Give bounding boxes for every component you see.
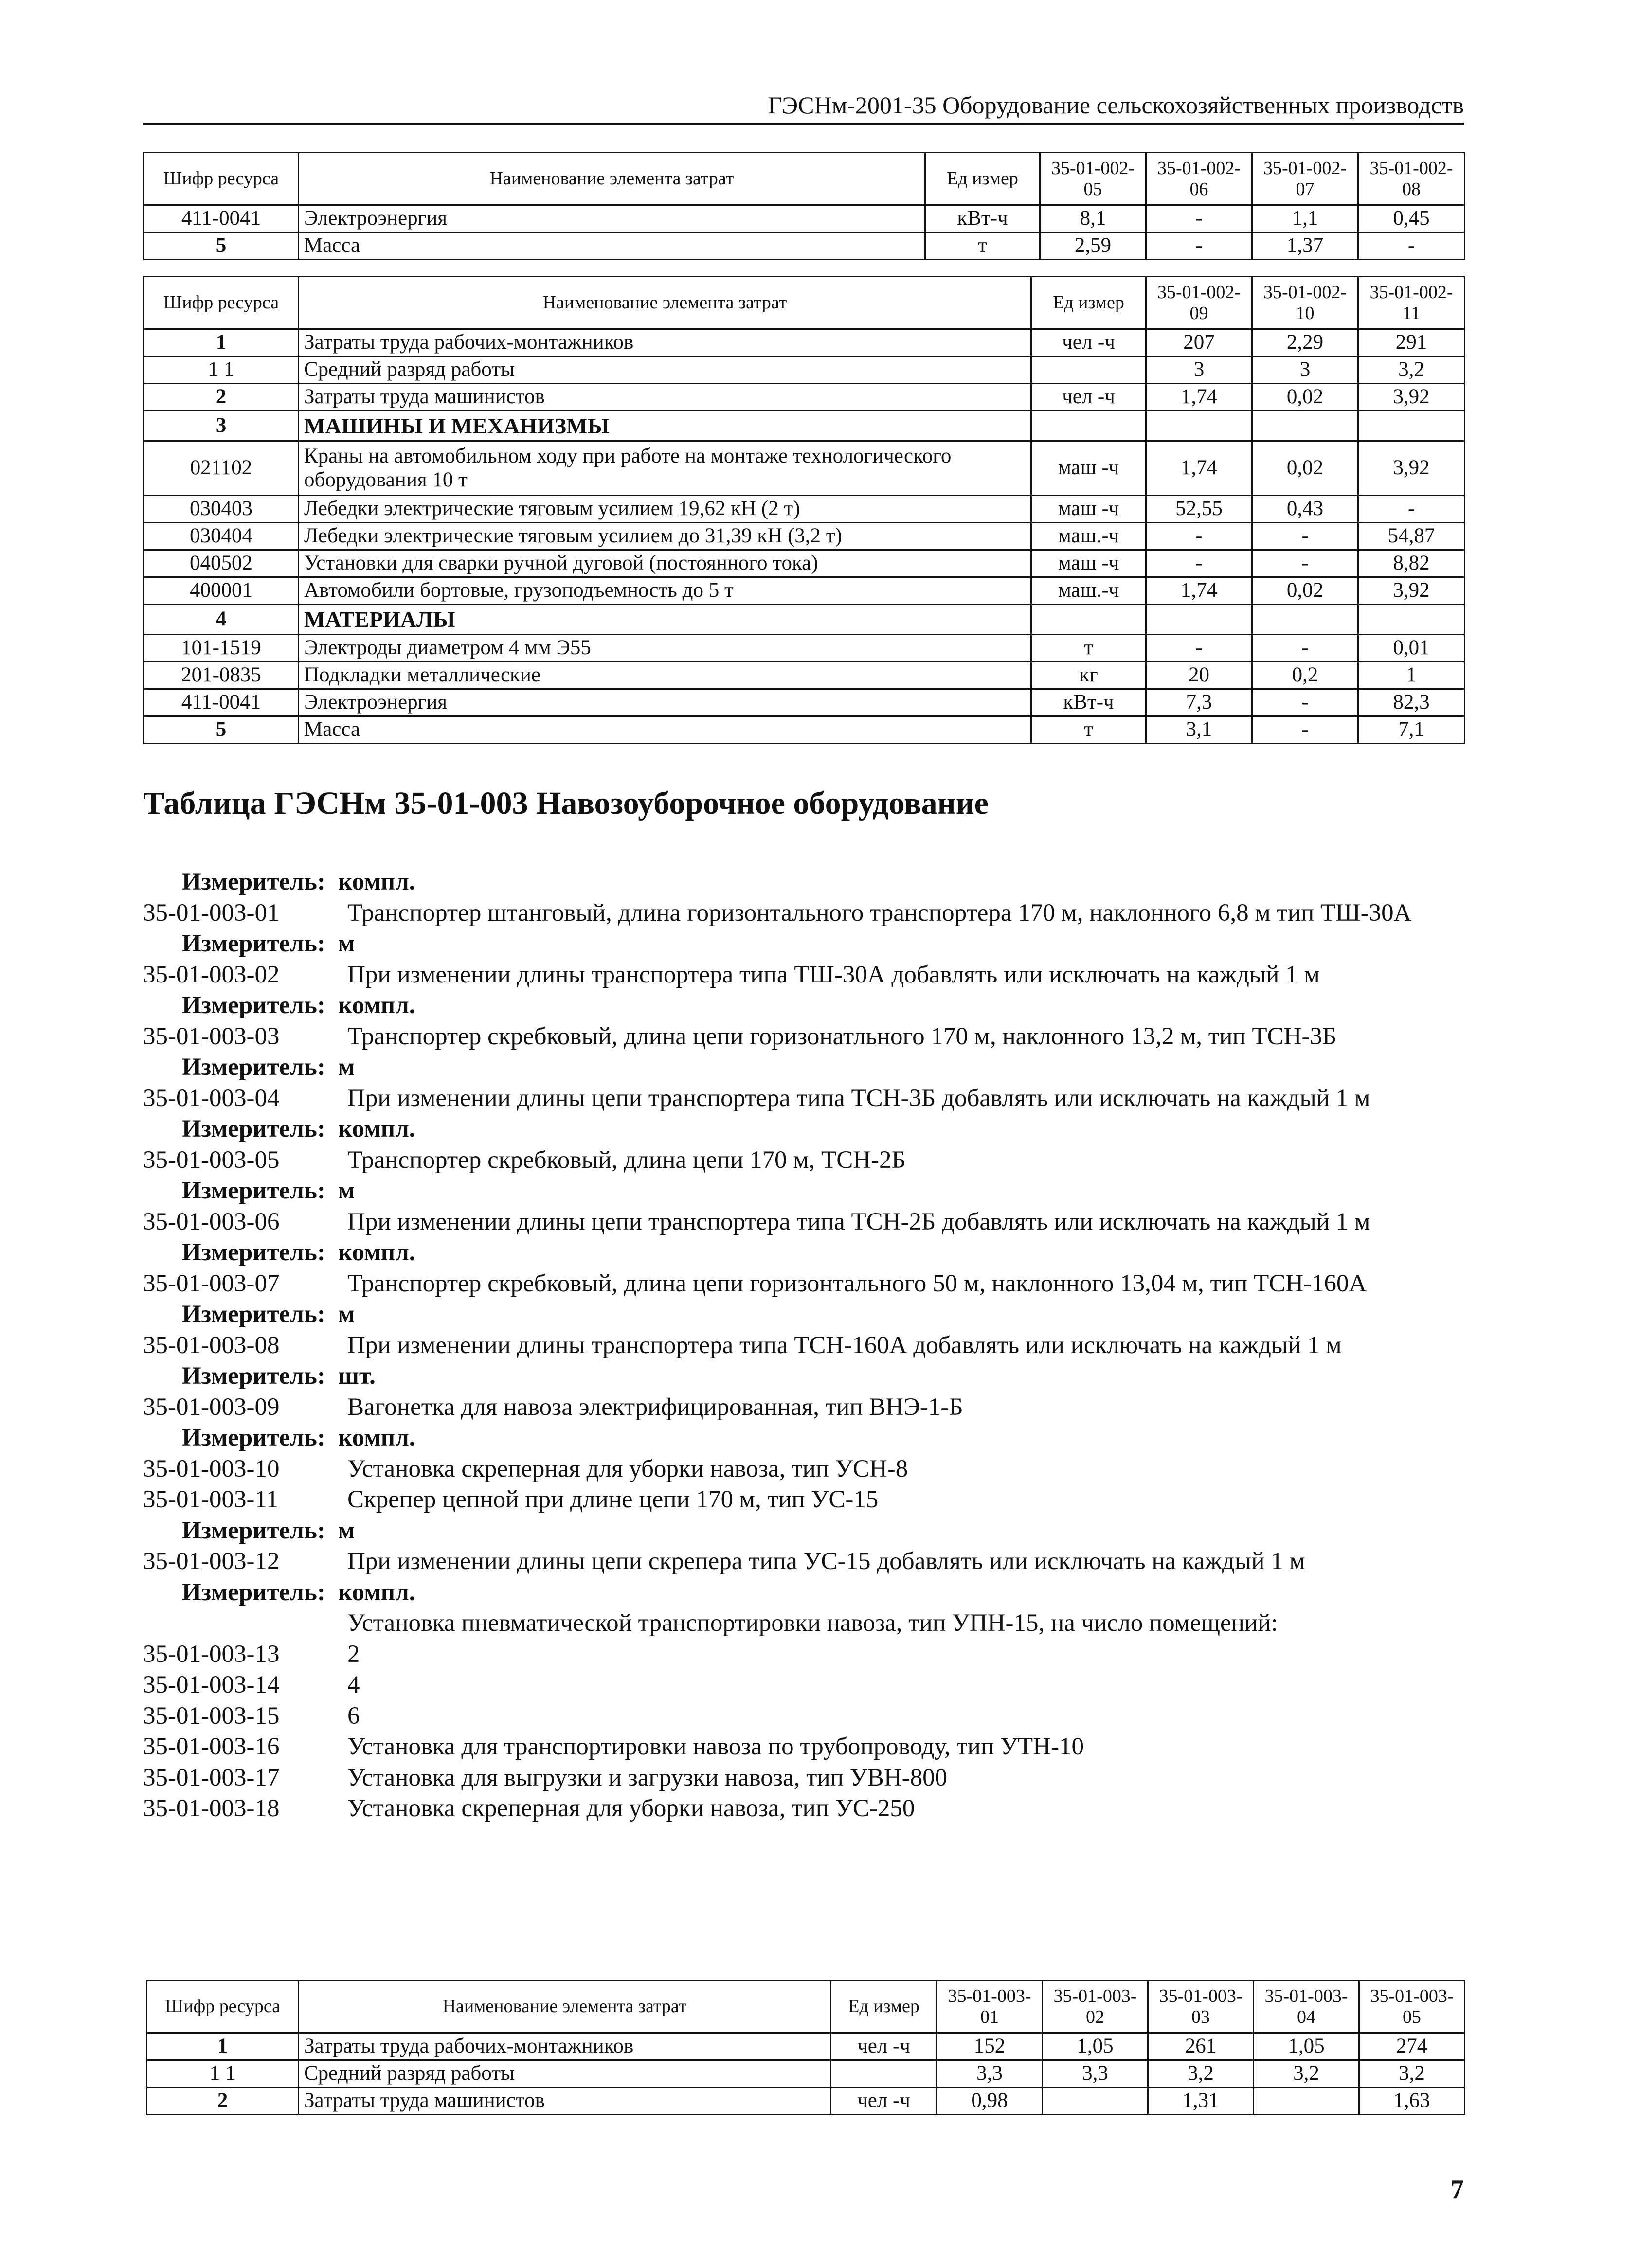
rate-value: 0,02 (1252, 441, 1358, 496)
rate-value: 0,01 (1358, 635, 1465, 662)
measure-label: Измеритель: (182, 1362, 325, 1390)
rate-value: 3,1 (1146, 716, 1252, 744)
measure-value: м (338, 1517, 355, 1544)
item-text: При изменении длины цепи транспортера типа ТСН-3Б добавлять или исключать на каждый 1 м (347, 1084, 1370, 1112)
rate-value: 1 (1358, 662, 1465, 689)
item-code: 35-01-003-12 (143, 1548, 280, 1575)
col-header-unit: Ед измер (1031, 277, 1146, 329)
col-header-rate-code: 35-01-002-11 (1358, 277, 1465, 329)
unit: маш -ч (1031, 441, 1146, 496)
col-header-name: Наименование элемента затрат (299, 153, 925, 205)
rate-value: 0,2 (1252, 662, 1358, 689)
resource-name: Масса (299, 232, 925, 260)
code-item (143, 1484, 1464, 1516)
code-item (143, 1454, 1464, 1485)
rate-value: 1,05 (1254, 2033, 1359, 2060)
item-code: 35-01-003-14 (143, 1671, 280, 1698)
item-code: 35-01-003-16 (143, 1733, 280, 1760)
table-row (144, 232, 1465, 260)
resource-code: 101-1519 (144, 635, 299, 662)
resource-name: Лебедки электрические тяговым усилием 19,62 кН (2 т) (299, 496, 1031, 523)
table-row (144, 411, 1465, 441)
measure-label: Измеритель: (182, 1424, 325, 1451)
unit (831, 2060, 937, 2088)
rate-value: 52,55 (1146, 496, 1252, 523)
resource-code: 5 (144, 716, 299, 744)
resource-code: 201-0835 (144, 662, 299, 689)
item-text: При изменении длины транспортера типа ТСН-160А добавлять или исключать на каждый 1 м (347, 1331, 1342, 1359)
resource-name: МАТЕРИАЛЫ (299, 605, 1031, 635)
table-row (147, 2033, 1465, 2060)
resource-name: Электроды диаметром 4 мм Э55 (299, 635, 1031, 662)
measure-value: компл. (338, 1578, 415, 1606)
rate-value: 8,1 (1040, 205, 1146, 232)
rate-value: 3,3 (937, 2060, 1043, 2088)
rate-value: 0,02 (1252, 384, 1358, 411)
code-item (143, 1546, 1464, 1577)
measure-line (143, 1577, 1464, 1608)
rate-value: 261 (1148, 2033, 1254, 2060)
code-item (143, 1207, 1464, 1238)
rate-value (1146, 605, 1252, 635)
running-header: ГЭСНм-2001-35 Оборудование сельскохозяйственных производств (768, 91, 1464, 119)
item-text: Вагонетка для навоза электрифицированная, тип ВНЭ-1-Б (347, 1393, 963, 1421)
measure-line (143, 1114, 1464, 1145)
rate-value (1358, 605, 1465, 635)
code-item (143, 898, 1464, 929)
table-row (144, 329, 1465, 357)
rate-value: 3,2 (1254, 2060, 1359, 2088)
resource-name: Затраты труда машинистов (299, 2088, 831, 2115)
item-text: При изменении длины цепи скрепера типа УС-15 добавлять или исключать на каждый 1 м (347, 1548, 1305, 1575)
col-header-rate-code: 35-01-002-09 (1146, 277, 1252, 329)
resource-code: 4 (144, 605, 299, 635)
code-list (143, 867, 1464, 1824)
col-header-name: Наименование элемента затрат (299, 277, 1031, 329)
resource-name: Затраты труда рабочих-монтажников (299, 2033, 831, 2060)
resource-name: Автомобили бортовые, грузоподъемность до 5 т (299, 577, 1031, 605)
rate-value: 1,74 (1146, 441, 1252, 496)
code-item (143, 1330, 1464, 1361)
item-text: Установка для транспортировки навоза по трубопроводу, тип УТН-10 (347, 1733, 1084, 1760)
col-header-rate-code: 35-01-003-01 (937, 1981, 1043, 2033)
rate-value: 152 (937, 2033, 1043, 2060)
rate-value: 3,3 (1043, 2060, 1148, 2088)
measure-label: Измеритель: (182, 868, 325, 895)
resource-name: Средний разряд работы (299, 357, 1031, 384)
resource-name: Масса (299, 716, 1031, 744)
table-row (144, 357, 1465, 384)
resource-name: МАШИНЫ И МЕХАНИЗМЫ (299, 411, 1031, 441)
rate-value: 207 (1146, 329, 1252, 357)
table-row (144, 496, 1465, 523)
unit: кг (1031, 662, 1146, 689)
rate-value: 3,2 (1358, 357, 1465, 384)
code-item (143, 1145, 1464, 1176)
resource-name: Средний разряд работы (299, 2060, 831, 2088)
unit: маш.-ч (1031, 523, 1146, 550)
col-header-unit: Ед измер (925, 153, 1040, 205)
measure-line (143, 1299, 1464, 1330)
rate-value: - (1252, 550, 1358, 577)
rate-value: 1,74 (1146, 577, 1252, 605)
rate-value: 0,02 (1252, 577, 1358, 605)
rate-value: 1,74 (1146, 384, 1252, 411)
measure-line (143, 1423, 1464, 1454)
code-item (143, 960, 1464, 991)
item-text: 4 (347, 1671, 360, 1698)
col-header-rate-code: 35-01-002-06 (1146, 153, 1252, 205)
rate-value: - (1146, 550, 1252, 577)
code-item (143, 1021, 1464, 1053)
resource-name: Электроэнергия (299, 205, 925, 232)
resource-name: Лебедки электрические тяговым усилием до 31,39 кН (3,2 т) (299, 523, 1031, 550)
table-row (144, 662, 1465, 689)
resource-name: Затраты труда машинистов (299, 384, 1031, 411)
unit (1031, 411, 1146, 441)
rate-value (1252, 605, 1358, 635)
code-item (143, 1793, 1464, 1824)
table-row (144, 689, 1465, 716)
measure-line (143, 1361, 1464, 1392)
rate-value: 2,59 (1040, 232, 1146, 260)
header-rule (143, 123, 1464, 125)
col-header-rate-code: 35-01-002-08 (1358, 153, 1465, 205)
rate-value (1252, 411, 1358, 441)
rate-value: - (1146, 635, 1252, 662)
item-code: 35-01-003-06 (143, 1208, 280, 1235)
resource-code: 1 (147, 2033, 299, 2060)
measure-label: Измеритель: (182, 1177, 325, 1204)
unit: т (1031, 716, 1146, 744)
rate-value: 274 (1359, 2033, 1465, 2060)
item-code: 35-01-003-02 (143, 961, 280, 988)
code-item (143, 1392, 1464, 1423)
measure-value: шт. (338, 1362, 376, 1390)
rate-value: 0,45 (1358, 205, 1465, 232)
item-code: 35-01-003-07 (143, 1269, 280, 1297)
rate-value: 1,63 (1359, 2088, 1465, 2115)
rate-value: - (1146, 205, 1252, 232)
code-item (143, 1639, 1464, 1670)
item-code: 35-01-003-11 (143, 1486, 279, 1513)
rate-value (1254, 2088, 1359, 2115)
rate-value: 1,31 (1148, 2088, 1254, 2115)
item-code: 35-01-003-09 (143, 1393, 280, 1421)
measure-label: Измеритель: (182, 992, 325, 1019)
col-header-code: Шифр ресурса (144, 153, 299, 205)
unit: чел -ч (831, 2033, 937, 2060)
rate-value: 7,3 (1146, 689, 1252, 716)
resource-name: Электроэнергия (299, 689, 1031, 716)
measure-value: компл. (338, 992, 415, 1019)
item-text: Установка скреперная для уборки навоза, тип УС-250 (347, 1795, 915, 1822)
unit (1031, 357, 1146, 384)
rate-value: - (1146, 523, 1252, 550)
measure-value: компл. (338, 1115, 415, 1143)
measure-value: м (338, 1301, 355, 1328)
item-code: 35-01-003-17 (143, 1764, 280, 1791)
resource-code: 3 (144, 411, 299, 441)
measure-line (143, 1176, 1464, 1207)
unit: маш.-ч (1031, 577, 1146, 605)
item-code: 35-01-003-15 (143, 1702, 280, 1730)
unit: т (1031, 635, 1146, 662)
resource-code: 2 (144, 384, 299, 411)
measure-value: м (338, 1177, 355, 1204)
col-header-rate-code: 35-01-002-07 (1252, 153, 1358, 205)
resource-code: 1 1 (144, 357, 299, 384)
col-header-unit: Ед измер (831, 1981, 937, 2033)
unit: маш -ч (1031, 496, 1146, 523)
resource-table-002-09-11 (143, 276, 1465, 744)
resource-code: 411-0041 (144, 205, 299, 232)
item-text: Установка скреперная для уборки навоза, тип УСН-8 (347, 1455, 908, 1482)
rate-value: 7,1 (1358, 716, 1465, 744)
rate-value: 82,3 (1358, 689, 1465, 716)
rate-value: - (1358, 232, 1465, 260)
unit: чел -ч (831, 2088, 937, 2115)
rate-value: 0,98 (937, 2088, 1043, 2115)
measure-line (143, 929, 1464, 960)
resource-code: 030403 (144, 496, 299, 523)
col-header-code: Шифр ресурса (144, 277, 299, 329)
resource-name: Краны на автомобильном ходу при работе на монтаже технологического оборудования 10 т (299, 441, 1031, 496)
table-row (144, 577, 1465, 605)
table-row (144, 716, 1465, 744)
item-text: Установка для выгрузки и загрузки навоза, тип УВН-800 (347, 1764, 948, 1791)
resource-table-002-05-08 (143, 152, 1465, 260)
rate-value: 2,29 (1252, 329, 1358, 357)
table-row (144, 523, 1465, 550)
measure-value: компл. (338, 868, 415, 895)
rate-value: 1,1 (1252, 205, 1358, 232)
page-number: 7 (1450, 2175, 1464, 2205)
rate-value: 54,87 (1358, 523, 1465, 550)
unit: чел -ч (1031, 384, 1146, 411)
measure-value: компл. (338, 1239, 415, 1266)
item-text: Транспортер штанговый, длина горизонтального транспортера 170 м, наклонного 6,8 м тип ТШ-30А (347, 899, 1412, 927)
header-row (147, 1981, 1465, 2033)
measure-line (143, 990, 1464, 1021)
table-row (144, 605, 1465, 635)
resource-name: Установки для сварки ручной дуговой (постоянного тока) (299, 550, 1031, 577)
rate-value: 1,05 (1043, 2033, 1148, 2060)
resource-code: 5 (144, 232, 299, 260)
col-header-rate-code: 35-01-002-05 (1040, 153, 1146, 205)
item-code: 35-01-003-10 (143, 1455, 280, 1482)
group-description: Установка пневматической транспортировки навоза, тип УПН-15, на число помещений: (347, 1609, 1278, 1637)
rate-value: 3 (1252, 357, 1358, 384)
item-text: Транспортер скребковый, длина цепи горизонтального 50 м, наклонного 13,04 м, тип ТСН-160А (347, 1269, 1367, 1297)
item-code: 35-01-003-05 (143, 1146, 280, 1174)
measure-value: м (338, 1054, 355, 1081)
col-header-rate-code: 35-01-003-04 (1254, 1981, 1359, 2033)
measure-label: Измеритель: (182, 1239, 325, 1266)
rate-value: - (1252, 716, 1358, 744)
rate-value: 3,92 (1358, 384, 1465, 411)
col-header-code: Шифр ресурса (147, 1981, 299, 2033)
measure-label: Измеритель: (182, 1517, 325, 1544)
item-code: 35-01-003-03 (143, 1022, 280, 1050)
item-text: Транспортер скребковый, длина цепи 170 м, ТСН-2Б (347, 1146, 906, 1174)
rate-value: 1,37 (1252, 232, 1358, 260)
table-row (147, 2088, 1465, 2115)
rate-value: - (1252, 523, 1358, 550)
rate-value: 3,2 (1148, 2060, 1254, 2088)
col-header-name: Наименование элемента затрат (299, 1981, 831, 2033)
measure-value: компл. (338, 1424, 415, 1451)
measure-label: Измеритель: (182, 1115, 325, 1143)
rate-value: 3 (1146, 357, 1252, 384)
resource-table-003-01-05 (146, 1980, 1465, 2115)
measure-label: Измеритель: (182, 1301, 325, 1328)
header-row (144, 277, 1465, 329)
measure-label: Измеритель: (182, 1578, 325, 1606)
table-row (144, 205, 1465, 232)
col-header-rate-code: 35-01-003-03 (1148, 1981, 1254, 2033)
item-text: 6 (347, 1702, 360, 1730)
rate-value: 0,43 (1252, 496, 1358, 523)
item-text: Скрепер цепной при длине цепи 170 м, тип УС-15 (347, 1486, 879, 1513)
item-text: При изменении длины транспортера типа ТШ-30А добавлять или исключать на каждый 1 м (347, 961, 1320, 988)
measure-line (143, 1237, 1464, 1268)
measure-line (143, 1516, 1464, 1547)
col-header-rate-code: 35-01-003-02 (1043, 1981, 1148, 2033)
item-code: 35-01-003-04 (143, 1084, 280, 1112)
unit (1031, 605, 1146, 635)
resource-name: Подкладки металлические (299, 662, 1031, 689)
resource-code: 400001 (144, 577, 299, 605)
unit: кВт-ч (925, 205, 1040, 232)
code-item (143, 1701, 1464, 1732)
rate-value: 8,82 (1358, 550, 1465, 577)
rate-value: 20 (1146, 662, 1252, 689)
item-code: 35-01-003-01 (143, 899, 280, 927)
resource-name: Затраты труда рабочих-монтажников (299, 329, 1031, 357)
rate-value: 291 (1358, 329, 1465, 357)
resource-code: 030404 (144, 523, 299, 550)
resource-code: 021102 (144, 441, 299, 496)
rate-value (1043, 2088, 1148, 2115)
rate-value: - (1146, 232, 1252, 260)
code-item (143, 1083, 1464, 1114)
resource-code: 1 (144, 329, 299, 357)
col-header-rate-code: 35-01-003-05 (1359, 1981, 1465, 2033)
code-item (143, 1670, 1464, 1701)
unit: маш -ч (1031, 550, 1146, 577)
unit: т (925, 232, 1040, 260)
col-header-rate-code: 35-01-002-10 (1252, 277, 1358, 329)
rate-value: 3,92 (1358, 577, 1465, 605)
measure-label: Измеритель: (182, 1054, 325, 1081)
resource-code: 411-0041 (144, 689, 299, 716)
unit: кВт-ч (1031, 689, 1146, 716)
table-row (144, 550, 1465, 577)
unit: чел -ч (1031, 329, 1146, 357)
table-row (144, 441, 1465, 496)
item-code: 35-01-003-08 (143, 1331, 280, 1359)
code-item (143, 1763, 1464, 1794)
table-row (144, 384, 1465, 411)
rate-value: 3,92 (1358, 441, 1465, 496)
measure-label: Измеритель: (182, 930, 325, 957)
measure-line (143, 1052, 1464, 1083)
rate-value (1146, 411, 1252, 441)
measure-value: м (338, 930, 355, 957)
item-text: При изменении длины цепи транспортера типа ТСН-2Б добавлять или исключать на каждый 1 м (347, 1208, 1370, 1235)
resource-code: 2 (147, 2088, 299, 2115)
item-code: 35-01-003-13 (143, 1640, 280, 1668)
rate-value (1358, 411, 1465, 441)
resource-code: 040502 (144, 550, 299, 577)
code-item (143, 1732, 1464, 1763)
table-title: Таблица ГЭСНм 35-01-003 Навозоуборочное оборудование (143, 786, 989, 821)
header-row (144, 153, 1465, 205)
rate-value: - (1358, 496, 1465, 523)
code-item (143, 1268, 1464, 1300)
table-row (147, 2060, 1465, 2088)
rate-value: - (1252, 635, 1358, 662)
resource-code: 1 1 (147, 2060, 299, 2088)
table-row (144, 635, 1465, 662)
item-text: Транспортер скребковый, длина цепи горизонатльного 170 м, наклонного 13,2 м, тип ТСН-3Б (347, 1022, 1337, 1050)
rate-value: - (1252, 689, 1358, 716)
item-code: 35-01-003-18 (143, 1795, 280, 1822)
item-text: 2 (347, 1640, 360, 1668)
measure-line (143, 867, 1464, 898)
rate-value: 3,2 (1359, 2060, 1465, 2088)
